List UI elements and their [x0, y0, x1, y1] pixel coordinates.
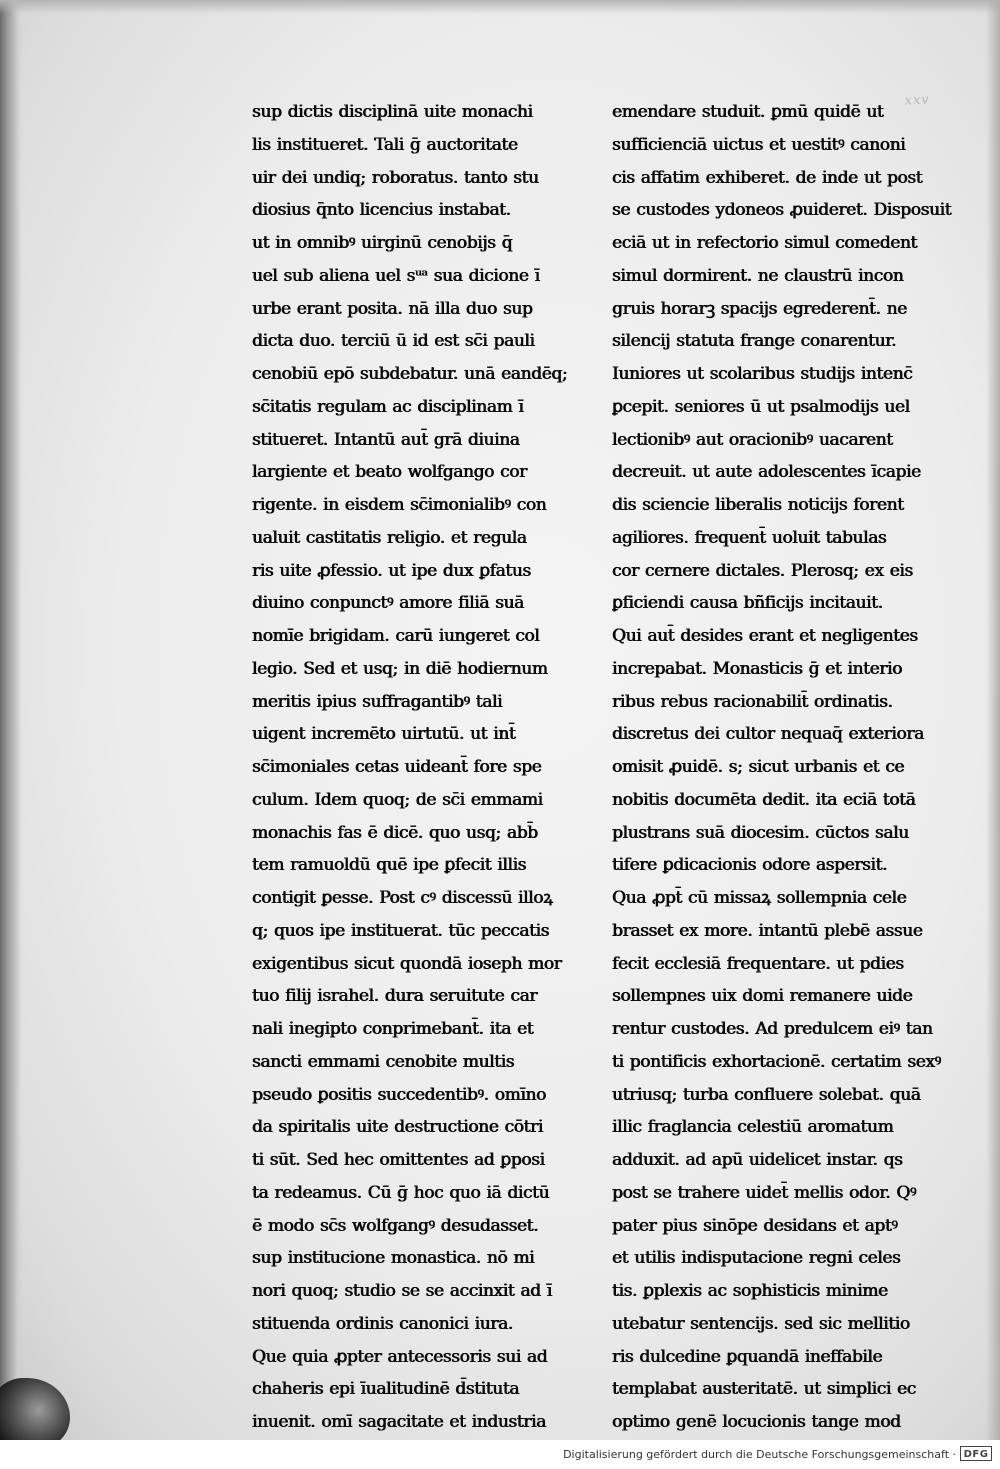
text-line: cenobiū epō subdebatur. unā eandēq; [252, 364, 568, 384]
text-line: diuino conpunctꝰ amore filiā suā [252, 593, 524, 614]
text-line: ti sūt. Sed hec omittentes ad ꝑposi [252, 1150, 545, 1170]
text-line: sancti emmami cenobite multis [252, 1051, 515, 1072]
text-line: uel sub aliena uel sᵘᵃ sua dicione ī [252, 265, 540, 286]
text-line: silencij statuta frange conarentur. [612, 331, 897, 352]
binding-edge [0, 0, 22, 1440]
text-line: rentur custodes. Ad predulcem eiꝰ tan [612, 1019, 933, 1039]
text-line: agiliores. frequent̄ uoluit tabulas [612, 527, 887, 548]
holding-thumb [0, 1378, 70, 1440]
text-line: Iuniores ut scolaribus studijs intenc̄ [612, 364, 913, 384]
text-line: urbe erant posita. nā illa duo sup [252, 298, 533, 319]
text-line: culum. Idem quoq; de sc̄i emmami [252, 789, 543, 810]
page-right-edge [986, 0, 1000, 1440]
text-line: ta redeamus. Cū ḡ hoc quo iā dictū [252, 1182, 550, 1203]
text-line: illic fraglancia celestiū aromatum [612, 1117, 894, 1138]
text-line: ꝑficiendi causa bñficijs incitauit. [612, 593, 883, 614]
text-line: nobitis documēta dedit. ita eciā totā [612, 789, 916, 810]
text-line: ribus rebus racionabilit̄ ordinatis. [612, 691, 893, 712]
text-column-right [612, 96, 952, 1439]
text-line: pseudo ꝑositis succedentibꝰ. omīno [252, 1084, 546, 1105]
text-line: lis institueret. Tali ḡ auctoritate [252, 134, 518, 155]
text-line: ris dulcedine ꝑquandā ineffabile [612, 1346, 883, 1367]
text-line: simul dormirent. ne claustrū incon [612, 265, 904, 286]
text-line: decreuit. ut aute adolescentes īcapie [612, 462, 921, 483]
text-line: dis sciencie liberalis noticijs forent [612, 495, 904, 515]
text-line: dicta duo. terciū ū id est sc̄i pauli [252, 331, 535, 352]
text-line: tem ramuoldū quē ipe ꝑfecit illis [252, 855, 526, 876]
text-line: tis. ꝑplexis ac sophisticis minime [612, 1281, 888, 1301]
text-line: brasset ex more. intantū plebē assue [612, 920, 923, 941]
text-line: contigit ꝑesse. Post cꝰ discessū illoꝝ [252, 888, 553, 908]
text-line: tifere ꝑdicacionis odore aspersit. [612, 855, 888, 876]
text-line: tuo filij israhel. dura seruitute car [252, 986, 538, 1007]
text-line: ti pontificis exhortacionē. certatim sexꝰ [612, 1051, 941, 1072]
text-line: chaheris epi īualitudinē d̄stituta [252, 1379, 520, 1400]
text-line: Que quia ꝓpter antecessoris sui ad [252, 1346, 548, 1367]
text-line: diosius q̄nto licencius instabat. [252, 200, 511, 221]
text-line: discretus dei cultor nequaq̄ exteriora [612, 724, 924, 745]
text-line: rigente. in eisdem sc̄imonialibꝰ con [252, 495, 547, 515]
text-line: nomīe brigidam. carū iungeret col [252, 626, 540, 646]
text-line: meritis ipius suffragantibꝰ tali [252, 691, 503, 712]
text-line: stituenda ordinis canonici iura. [252, 1313, 513, 1334]
text-line: sollempnes uix domi remanere uide [612, 986, 913, 1007]
text-line: uigent incremēto uirtutū. ut int̄ [252, 724, 516, 745]
text-line: q; quos ipe instituerat. tūc peccatis [252, 920, 549, 941]
text-line: ut in omnibꝰ uirginū cenobijs q̄ [252, 233, 513, 253]
text-line: pater pius sinōpe desidans et aptꝰ [612, 1215, 898, 1236]
text-line: ē modo sc̄s wolfgangꝰ desudasset. [252, 1215, 539, 1236]
text-line: increpabat. Monasticis ḡ et interio [612, 658, 902, 679]
text-line: sufficienciā uictus et uestitꝰ canoni [612, 134, 906, 155]
text-line: gruis horarꝫ spacijs egrederent̄. ne [612, 298, 907, 319]
text-line: nori quoq; studio se se accinxit ad ī [252, 1281, 552, 1301]
text-line: sup dictis disciplinā uite monachi [252, 102, 533, 122]
text-line: adduxit. ad apū uidelicet instar. qs [612, 1150, 903, 1170]
text-line: templabat austeritatē. ut simplici ec [612, 1379, 916, 1400]
text-line: omisit ꝓuidē. s; sicut urbanis et ce [612, 757, 905, 777]
text-line: sc̄imoniales cetas uideant̄ fore spe [252, 757, 542, 777]
text-line: cor cernere dictales. Plerosq; ex eis [612, 560, 913, 581]
text-line: ualuit castitatis religio. et regula [252, 527, 527, 548]
text-line: largiente et beato wolfgango cor [252, 462, 527, 483]
text-line: post se trahere uidet̄ mellis odor. Qꝰ [612, 1182, 917, 1203]
text-line: inuenit. omī sagacitate et industria [252, 1412, 546, 1432]
text-line: et utilis indisputacione regni celes [612, 1248, 901, 1269]
funding-credit: Digitalisierung gefördert durch die Deutsche Forschungsgemeinschaft · [563, 1448, 956, 1461]
text-line: ꝑcepit. seniores ū ut psalmodijs uel [612, 396, 910, 417]
text-line: legio. Sed et usq; in diē hodiernum [252, 658, 548, 679]
text-line: cis affatim exhiberet. de inde ut post [612, 167, 923, 188]
text-line: nali inegipto conprimebant̄. ita et [252, 1019, 534, 1039]
text-line: uir dei undiq; roboratus. tanto stu [252, 167, 539, 188]
text-line: ris uite ꝓfessio. ut ipe dux ꝑfatus [252, 560, 531, 581]
text-line: se custodes ydoneos ꝓuideret. Disposuit [612, 200, 952, 221]
text-line: utriusq; turba confluere solebat. quā [612, 1084, 921, 1105]
folio-number: xxv [904, 92, 931, 109]
text-line: optimo genē locucionis tange mod [612, 1412, 901, 1432]
text-line: fecit ecclesiā frequentare. ut pdies [612, 953, 904, 974]
page-top-edge [0, 0, 1000, 14]
text-line: emendare studuit. ꝑmū quidē ut [612, 102, 884, 122]
footer-bar [0, 1440, 1000, 1469]
dfg-logo: DFG [960, 1446, 992, 1461]
text-line: Qua ꝓpt̄ cū missaꝝ sollempnia cele [612, 888, 907, 908]
text-line: eciā ut in refectorio simul comedent [612, 233, 917, 253]
text-line: exigentibus sicut quondā ioseph mor [252, 953, 562, 974]
text-line: sc̄itatis regulam ac disciplinam ī [252, 396, 524, 417]
text-line: da spiritalis uite destructione cōtri [252, 1117, 543, 1138]
text-line: plustrans suā diocesim. cūctos salu [612, 822, 909, 843]
text-line: sup institucione monastica. nō mi [252, 1248, 535, 1269]
text-line: stitueret. Intantū aut̄ grā diuina [252, 429, 520, 450]
text-line: Qui aut̄ desides erant et negligentes [612, 626, 918, 646]
text-line: lectionibꝰ aut oracionibꝰ uacarent [612, 429, 893, 450]
text-line: monachis fas ē dicē. quo usq; abb̄ [252, 822, 538, 843]
text-column-left [252, 96, 582, 1439]
text-line: utebatur sentencijs. sed sic mellitio [612, 1313, 910, 1334]
